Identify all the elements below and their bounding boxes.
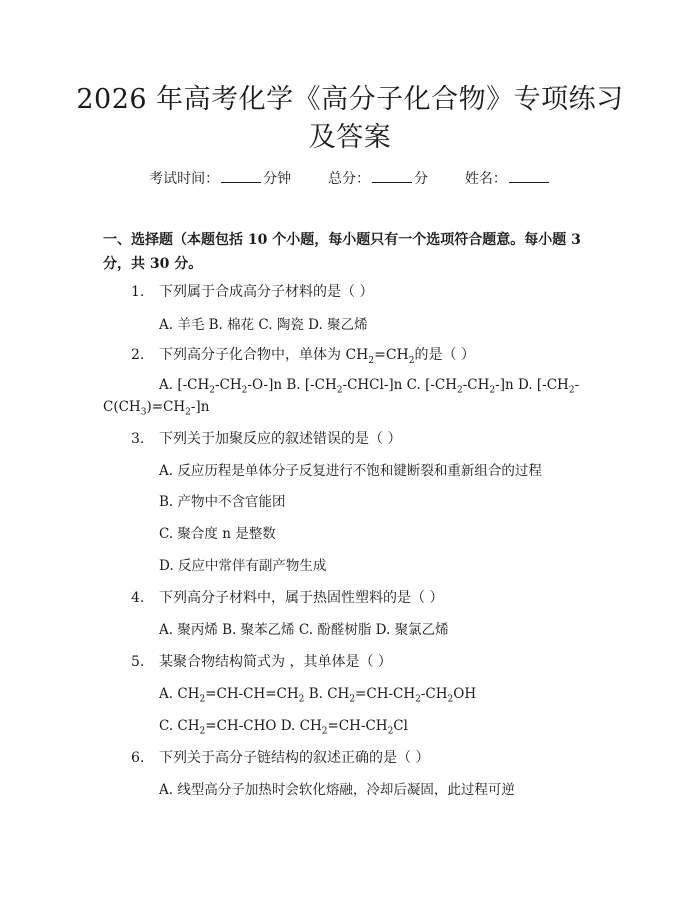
question-4 bbox=[131, 589, 443, 607]
option-a: A. 反应历程是单体分子反复进行不饱和键断裂和重新组合的过程 bbox=[159, 463, 542, 479]
option-c: C. 聚合度 n 是整数 bbox=[159, 526, 276, 542]
section-heading: 一、选择题（本题包括 10 个小题，每小题只有一个选项符合题意。每小题 3 分，共 30 分。 bbox=[103, 232, 581, 272]
question-stem-post: 的是（ ） bbox=[414, 347, 475, 363]
exam-meta-line bbox=[0, 168, 700, 188]
option-b: B. 产物中不含官能团 bbox=[159, 494, 286, 510]
question-stem: 下列高分子材料中，属于热固性塑料的是（ ） bbox=[159, 590, 444, 606]
question-2-options: A. $[-CH_2-CH_2-O-]n$ B. $[-CH_2-CHCl-]n$ C. $[-CH_2-CH_2-]n$ D. $[-CH_2-C(CH_3)=CH_2-]n$ bbox=[103, 377, 580, 418]
question-stem: 下列属于合成高分子材料的是（ ） bbox=[159, 284, 374, 300]
subscript: 2 bbox=[408, 355, 415, 366]
name-blank bbox=[509, 170, 549, 183]
subscript: 2 bbox=[368, 355, 375, 366]
time-label: 考试时间： bbox=[149, 171, 220, 187]
question-2 bbox=[131, 346, 475, 364]
name-label: 姓名： bbox=[464, 171, 507, 187]
question-stem: 下列关于高分子链结构的叙述正确的是（ ） bbox=[159, 750, 430, 766]
question-number: 5. bbox=[131, 654, 145, 670]
score-unit: 分 bbox=[414, 171, 428, 187]
question-stem-pre: 下列高分子化合物中，单体为 CH bbox=[159, 347, 369, 363]
question-6-option-a: A. 线型高分子加热时会软化熔融，冷却后凝固，此过程可逆 bbox=[159, 782, 515, 798]
page-title-continued: 及答案 bbox=[308, 122, 392, 153]
page-title: 2026 年高考化学《高分子化合物》专项练习 bbox=[76, 84, 624, 115]
question-4-options: A. 聚丙烯 B. 聚苯乙烯 C. 酚醛树脂 D. 聚氯乙烯 bbox=[159, 622, 449, 638]
question-5-options-cd: C. $CH_2=CH$-CHO D. $CH_2=CH-CH_2Cl$ bbox=[159, 718, 408, 737]
question-number: 6. bbox=[131, 750, 145, 766]
question-1-options: A. 羊毛 B. 棉花 C. 陶瓷 D. 聚乙烯 bbox=[159, 317, 368, 333]
question-number: 4. bbox=[131, 590, 145, 606]
question-5 bbox=[131, 653, 392, 671]
question-stem: 某聚合物结构简式为 ，其单体是（ ） bbox=[159, 654, 392, 670]
question-6 bbox=[131, 749, 429, 767]
option-d: D. 反应中常伴有副产物生成 bbox=[159, 558, 327, 574]
question-stem: 下列关于加聚反应的叙述错误的是（ ） bbox=[159, 431, 402, 447]
question-number: 3. bbox=[131, 431, 145, 447]
question-3 bbox=[131, 430, 401, 448]
question-stem-mid: =CH bbox=[374, 347, 409, 363]
question-number: 2. bbox=[131, 347, 145, 363]
question-number: 1. bbox=[131, 284, 145, 300]
time-unit: 分钟 bbox=[263, 171, 292, 187]
score-label: 总分： bbox=[328, 171, 370, 187]
time-blank bbox=[221, 170, 261, 183]
score-blank bbox=[372, 170, 412, 183]
question-5-options-ab: A. $CH_2=CH-CH=CH_2$ B. $CH_2=CH-CH_2-CH_2OH$ bbox=[159, 686, 477, 705]
question-1 bbox=[131, 283, 373, 301]
